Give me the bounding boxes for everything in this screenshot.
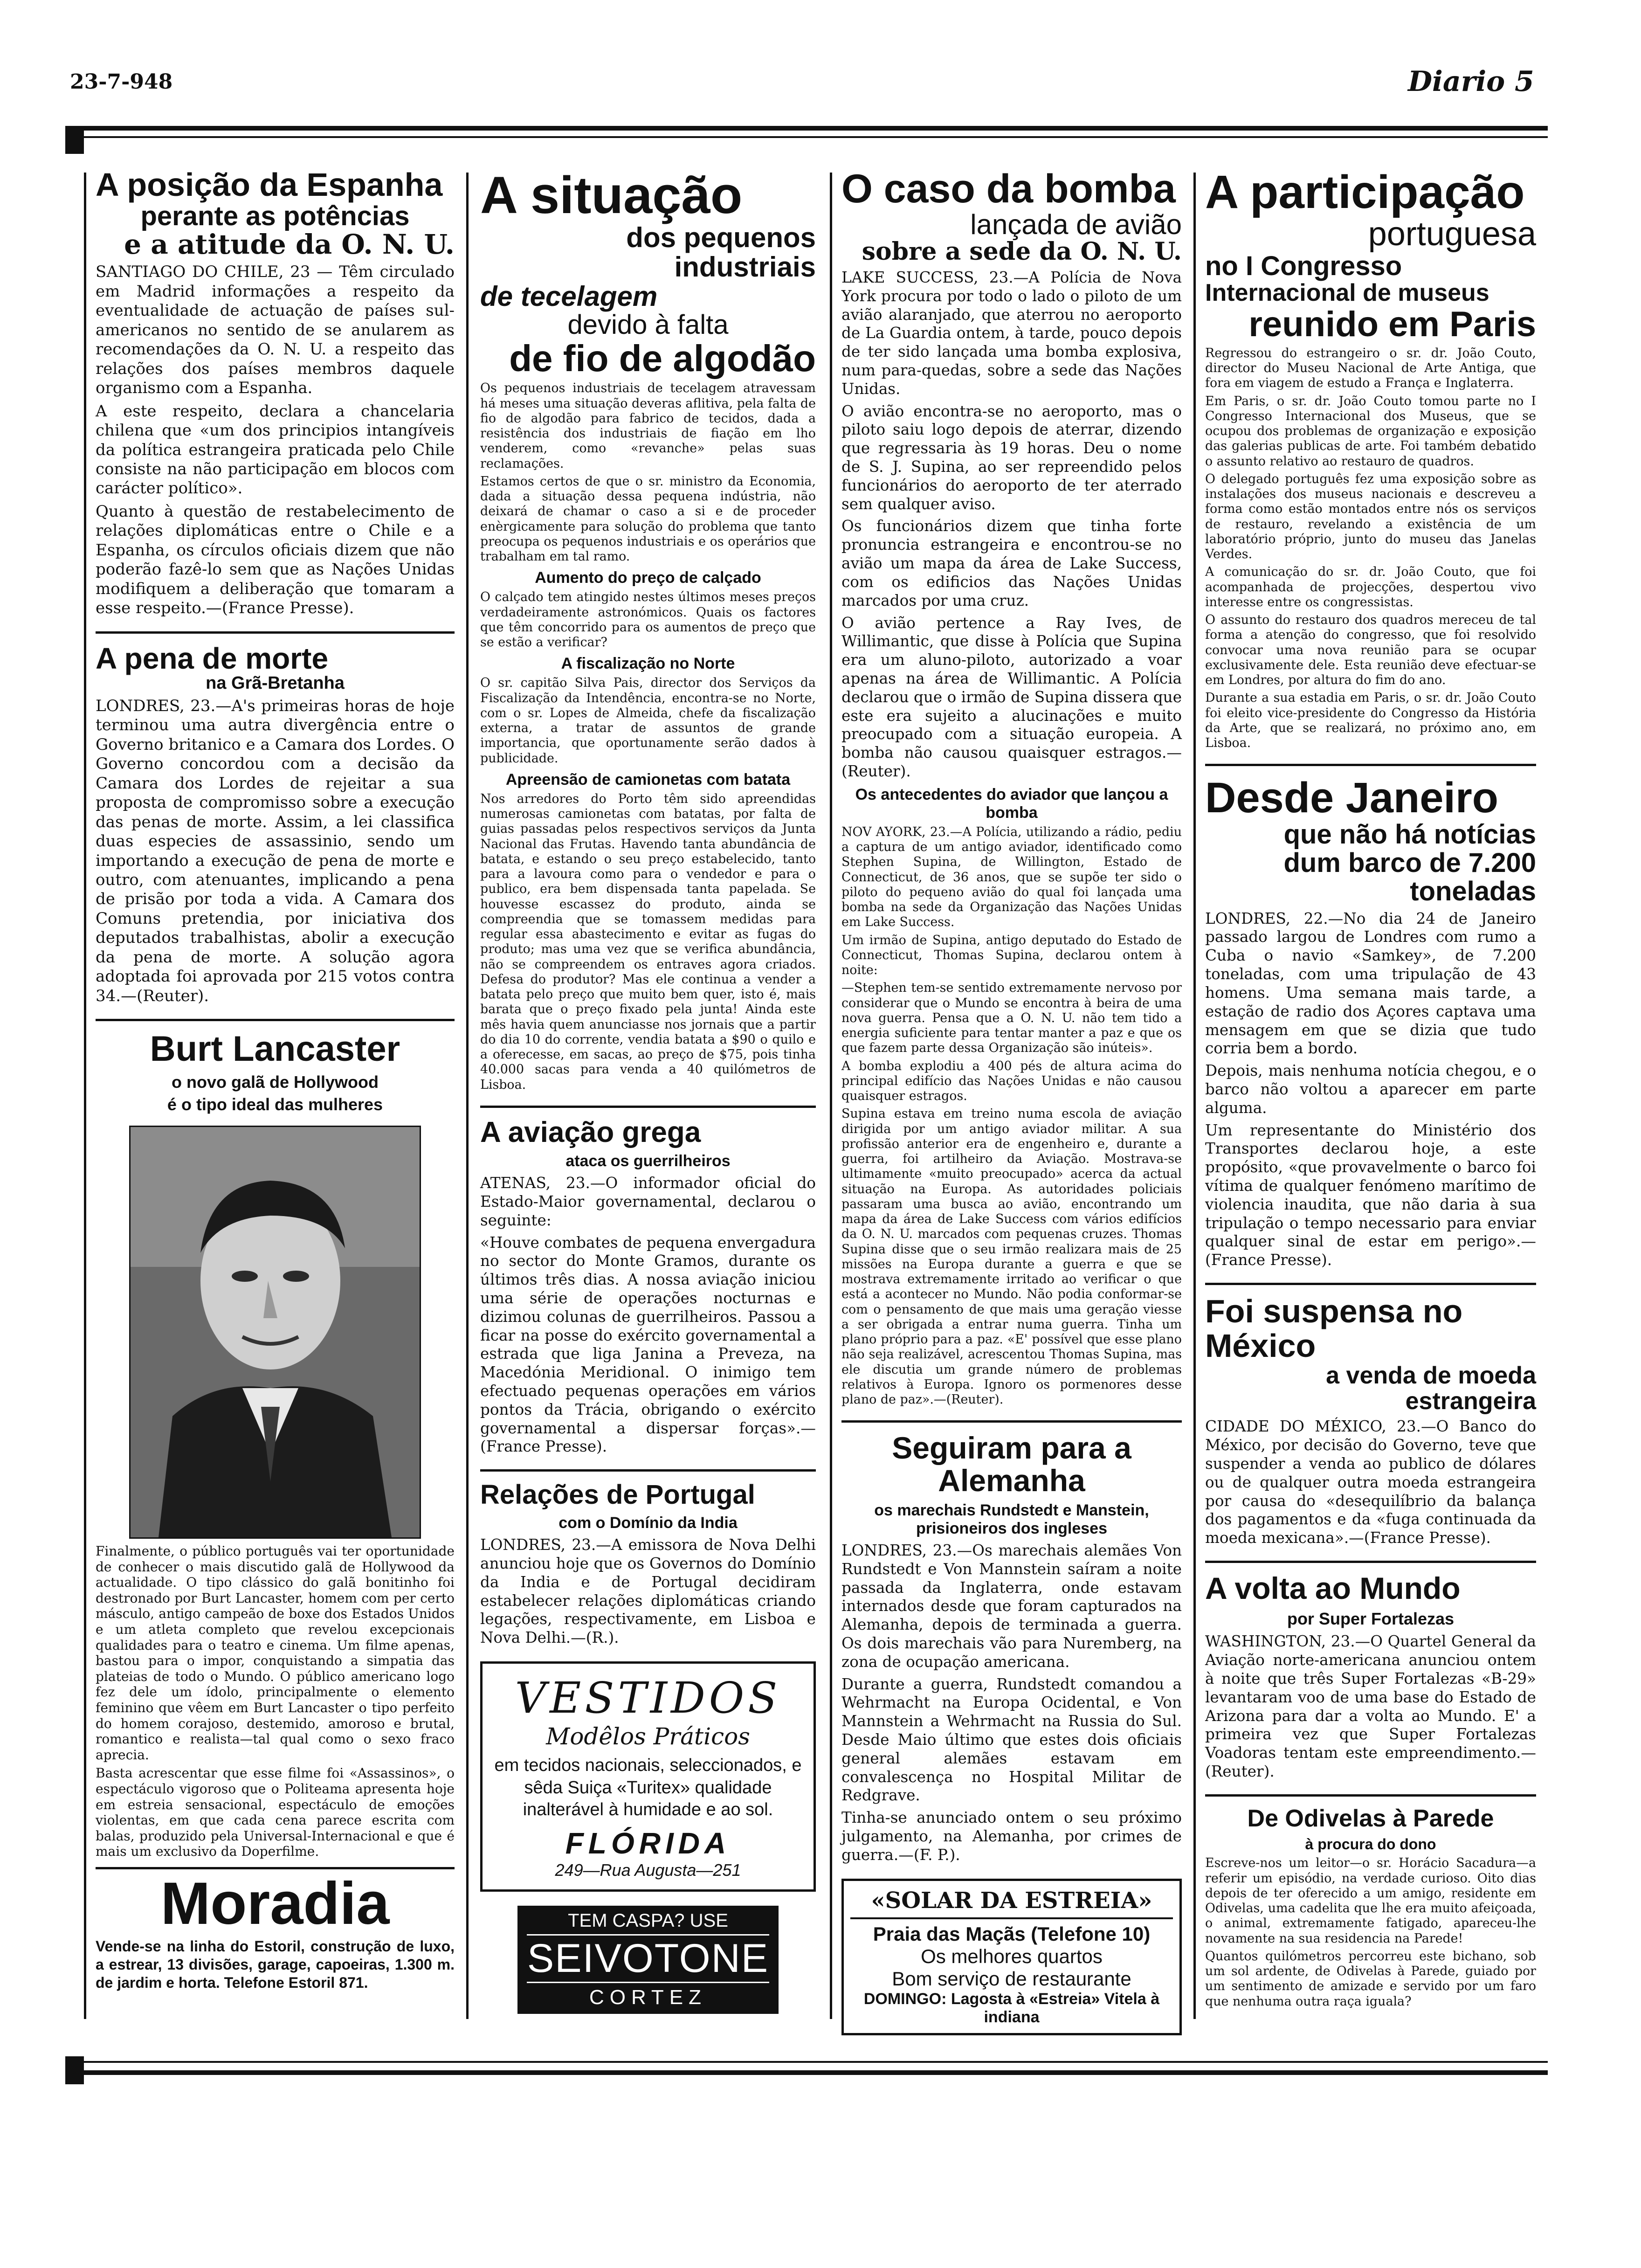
paragraph: LONDRES, 23.—A emissora de Nova Delhi anunciou hoje que os Governos do Domínio da India e de Portugal decidiram estabelecer relações diplomáticas criando legações, respectivamente, em Lisboa e Nova Delhi.—(R.).	[480, 1536, 821, 1647]
section-heading: Apreensão de camionetas com batata	[505, 770, 791, 788]
article-spain	[96, 166, 460, 618]
paragraph: LONDRES, 22.—No dia 24 de Janeiro passado largou de Londres com rumo a Cuba o navio «Samkey», de 7.200 toneladas, com uma tripulação de 43 homens. Uma semana mais tarde, a estação de radio dos Açores captava uma mensagem em que se dizia que tudo corria bem a bordo.	[1205, 909, 1541, 1058]
ad-seivotone	[517, 1906, 779, 2014]
headline: A pena de morte	[96, 641, 329, 675]
portrait-image	[131, 1127, 420, 1537]
article-volta-mundo	[1205, 1570, 1541, 1781]
column-2	[480, 166, 821, 2014]
paragraph: A comunicação do sr. dr. João Couto, que foi acompanhada de projecções, despertou vivo interesse entre os congressistas.	[1205, 565, 1536, 609]
paragraph: Supina estava em treino numa escola de aviação dirigida por um antigo aviador militar. A sua profissão anterior era de engenheiro e, durante a guerra, foi artilheiro da Aviação. Mostrava-se ultimamente «muito preocupado» acerca da actual situação na Europa. As autoridades policiais passaram uma busca ao avião, encontrando um mapa da área de Lake Success com vários edifícios da O. N. U. marcados com pequenas cruzes. Thomas Supina disse que o seu irmão realizara mais de 25 missões na Europa durante a guerra e que se mostrava extremamente irritado ao verificar o que está a acontecer no Mundo. Não podia conformar-se com o pensamento de que mais uma geração viesse a ser obrigada a entrar numa guerra. Tinha um plano próprio para a paz. «E' possível que esse plano não seja realizável, acrescentou Thomas Supina, mas ele discutia um grande número de problemas relativos à Europa. Ignoro os pormenores desse plano de paz».—(Reuter).	[841, 1106, 1182, 1407]
paragraph: A bomba explodiu a 400 pés de altura acima do principal edifício das Nações Unidas e não causou quaisquer estragos.	[841, 1058, 1182, 1104]
divider	[841, 1420, 1182, 1423]
bottom-rule	[70, 2070, 1548, 2075]
column-1	[96, 166, 460, 1992]
column-rule	[84, 173, 86, 2019]
paragraph: Durante a guerra, Rundstedt comandou a Wehrmacht na Europa Ocidental, e Von Mannstein a Wehrmacht na Russia do Sul. Desde Maio último que estes dois oficiais general alemães estavam em convalescença no Hospital Militar de Redgrave.	[841, 1675, 1187, 1805]
divider	[96, 1019, 455, 1021]
subheadline: Internacional de museus	[1205, 279, 1489, 307]
subheadline: por Super Fortalezas	[1287, 1609, 1455, 1629]
column-3	[841, 166, 1187, 2035]
divider	[1205, 1283, 1536, 1285]
paragraph: O avião encontra-se no aeroporto, mas o piloto saiu logo depois de aterrar, dizendo que regressaria às 19 horas. Deu o nome de S. J. Supina, ao ser repreendido pelos funcionários do aeroporto de ter aterrado sem qualquer aviso.	[841, 402, 1187, 513]
subheadline: de fio de algodão	[509, 338, 816, 380]
column-rule	[830, 173, 832, 2019]
paragraph: WASHINGTON, 23.—O Quartel General da Aviação norte-americana anunciou ontem à noite que três Super Fortalezas «B-29» levantaram voo de uma base do Estado de Arizona para dar a volta ao Mundo. E' a primeira vez que Super Fortalezas Voadoras tentam este empreendimento.—(Reuter).	[1205, 1632, 1541, 1780]
ad-vestidos	[480, 1661, 816, 1892]
paragraph: LONDRES, 23.—A's primeiras horas de hoje terminou uma autra divergência entre o Governo britanico e a Camara dos Lordes. O Governo concordou com a decisão da Camara dos Lordes de rejeitar a sua proposta de compromisso sobre a execução das penas de morte. Assim, a lei classifica duas especies de assassinio, sendo um importando a execução de pena de morte e outro, com atenuantes, implicando a pena de prisão por toda a vida. A Camara dos Comuns pretendia, por iniciativa dos deputados trabalhistas, abolir a execução da pena de morte. A solução agora adoptada foi aprovada por 215 votos contra 34.—(Reuter).	[96, 696, 460, 1005]
subheadline: de tecelagem	[480, 280, 658, 312]
paragraph: ATENAS, 23.—O informador oficial do Estado-Maior governamental, declarou o seguinte:	[480, 1174, 821, 1229]
ad-title: «SOLAR DA ESTREIA»	[850, 1888, 1173, 1919]
subheadline: os marechais Rundstedt e Manstein, prisioneiros dos ingleses	[874, 1501, 1149, 1537]
paragraph: O delegado português fez uma exposição sobre as instalações dos museus nacionais e descreveu a forma como estão montados entre nós os serviços de restauro, revelando a existência de um laboratório próprio, junto do museu das Janelas Verdes.	[1205, 471, 1536, 562]
paragraph: Regressou do estrangeiro o sr. dr. João Couto, director do Museu Nacional de Arte Antiga, que fora em viagem de estudo a França e Inglaterra.	[1205, 346, 1536, 391]
divider	[1205, 1561, 1536, 1563]
paragraph: —Stephen tem-se sentido extremamente nervoso por considerar que o Mundo se encontra à beira de uma nova guerra. Pensa que a O. N. U. não tem tido a energia suficiente para tentar manter a paz e que os que fazem parte dessa Organização são inúteis».	[841, 981, 1182, 1056]
article-burt-lancaster	[96, 1030, 455, 1860]
subheadline: a venda de moeda estrangeira	[1326, 1362, 1536, 1415]
ad-store: FLÓRIDA	[565, 1826, 731, 1860]
headline: Desde Janeiro	[1205, 774, 1498, 822]
subheadline: é o tipo ideal das mulheres	[167, 1095, 383, 1114]
paragraph: A este respeito, declara a chancelaria chilena que «um dos principios intangíveis da política estrangeira praticada pelo Chile consiste na não participação em blocos com carácter político».	[96, 401, 460, 498]
paragraph: Quantos quilómetros percorreu este bichano, sob um sol ardente, de Odivelas à Parede, guiado por um sentimento de amizade e servido por um faro que nenhuma outra raça iguala?	[1205, 1949, 1536, 2009]
edge-mark	[65, 2056, 84, 2084]
paragraph: Tinha-se anunciado ontem o seu próximo julgamento, na Alemanha, por crimes de guerra.—(F. P.).	[841, 1809, 1187, 1864]
paragraph: Escreve-nos um leitor—o sr. Horácio Sacadura—a referir um episódio, na verdade curioso. Oito dias depois de ter oferecido a um amigo, residente em Odivelas, uma cadelita que lhe era muito afeiçoada, o animal, extremamente fatigado, apareceu-lhe novamente na sua residencia na Parede!	[1205, 1856, 1536, 1946]
article-aviacao-grega	[480, 1116, 821, 1456]
subheadline: e a atitude da O. N. U.	[124, 228, 455, 261]
paragraph: CIDADE DO MÉXICO, 23.—O Banco do México, por decisão do Governo, teve que suspender a venda ao publico de dólares ou de qualquer outra moeda estrangeira por causa do «desequilíbrio da balança dos pagamentos e da «fuga continuada da moeda mexicana».—(France Presse).	[1205, 1418, 1541, 1547]
column-rule	[1193, 173, 1196, 2019]
ad-moradia	[96, 1870, 459, 1992]
subheadline: que não há notícias	[1283, 819, 1536, 850]
paragraph: O avião pertence a Ray Ives, de Willimantic, que disse à Polícia que Supina era um aluno-piloto, autorizado a voar apenas na área de Willimantic. A Polícia declarou que o irmão de Supina dissera que este era sujeito a alucinações e muito preocupado com a situação europeia. A bomba não causou quaisquer estragos.—(Reuter).	[841, 614, 1187, 781]
edge-mark	[65, 126, 84, 154]
divider	[480, 1106, 816, 1108]
ad-solar-estreia	[841, 1879, 1182, 2035]
paragraph: Quanto à questão de restabelecimento de relações diplomáticas entre o Chile e a Espanha, os círculos oficiais dizem que não poderão fazê-lo sem que as Nações Unidas modifiquem a deliberação que tomaram a esse respeito.—(France Presse).	[96, 502, 460, 618]
article-alemanha	[841, 1431, 1187, 1864]
paragraph: SANTIAGO DO CHILE, 23 — Têm circulado em Madrid informações a respeito da eventualidade de actuação de países sul-americanos no sentido de se anularem as recomendações da O. N. U. a respeito das relações dos países membros daquele organismo com a Espanha.	[96, 263, 460, 398]
headline: Relações de Portugal	[480, 1480, 755, 1510]
column-rule	[466, 173, 469, 2019]
section-heading: Os antecedentes do aviador que lançou a bomba	[855, 785, 1168, 822]
paragraph: Os funcionários dizem que tinha forte pronuncia estrangeira e encontrou-se no avião um mapa da área de Lake Success, com os edificios das Nações Unidas marcados por uma cruz.	[841, 517, 1187, 609]
headline: A situação	[480, 166, 743, 224]
article-mexico	[1205, 1293, 1541, 1548]
paragraph: NOV AYORK, 23.—A Polícia, utilizando a rádio, pediu a captura de um antigo aviador, identificado como Stephen Supina, de Willington, Estado de Connecticut, de 36 anos, que se supõe ter sido o piloto do pequeno avião do qual foi lançada uma bomba na sede da Organização das Nações Unidas em Lake Success.	[841, 824, 1182, 930]
headline: A aviação grega	[480, 1116, 701, 1148]
ad-title: Moradia	[160, 1870, 390, 1937]
divider	[1205, 1794, 1536, 1797]
article-odivelas	[1205, 1806, 1536, 2009]
masthead: Diario 5	[1408, 65, 1534, 98]
ad-text: Bom serviço de restaurante	[892, 1967, 1131, 1990]
article-participacao	[1205, 168, 1536, 751]
paragraph: Em Paris, o sr. dr. João Couto tomou parte no I Congresso Internacional dos Museus, que se ocupou dos problemas de organização e exposição das galerias publicas de arte. Foi também debatido o assunto relativo ao restauro de quadros.	[1205, 394, 1536, 469]
subheadline: com o Domínio da India	[558, 1514, 738, 1532]
divider	[96, 631, 455, 634]
section-heading: A fiscalização no Norte	[561, 655, 735, 673]
paragraph: O sr. capitão Silva Pais, director dos Serviços da Fiscalização da Intendência, encontra-se no Norte, com o sr. Lopes de Almeida, chefe da fiscalização externa, a tratar de assuntos de grande importancia, que oportunamente serão dados à publicidade.	[480, 676, 816, 766]
ad-title: VESTIDOS	[515, 1673, 781, 1723]
paragraph: Depois, mais nenhuma notícia chegou, e o barco não voltou a aparecer em parte alguma.	[1205, 1062, 1541, 1117]
ad-text: Praia das Maçãs (Telefone 10)	[873, 1922, 1151, 1945]
section-heading: Aumento do preço de calçado	[535, 569, 761, 587]
subheadline: dum barco de 7.200 toneladas	[1283, 847, 1536, 906]
article-relacoes	[480, 1480, 821, 1647]
article-bomba	[841, 166, 1187, 1407]
subheadline: portuguesa	[1368, 215, 1536, 253]
divider	[480, 1469, 816, 1472]
paragraph: O assunto do restauro dos quadros mereceu de tal forma a atenção do congresso, que foi resolvido convocar uma nova reunião para se ocupar exclusivamente dele. Esta reunião deve efectuar-se em Londres, por altura do fim do ano.	[1205, 613, 1536, 688]
article-janeiro	[1205, 774, 1541, 1270]
ad-title: SEIVOTONE	[527, 1934, 769, 1983]
headline: A volta ao Mundo	[1205, 1570, 1461, 1605]
headline: A posição da Espanha	[96, 166, 443, 203]
paragraph: Um irmão de Supina, antigo deputado do Estado de Connecticut, Thomas Supina, declarou ontem à noite:	[841, 933, 1182, 978]
subheadline: ataca os guerrilheiros	[565, 1152, 731, 1170]
divider	[96, 1867, 455, 1869]
subheadline: reunido em Paris	[1248, 304, 1536, 345]
subheadline: à procura do dono	[1305, 1836, 1436, 1853]
ad-brand: CORTEZ	[589, 1985, 707, 2009]
bottom-rule-thin	[70, 2061, 1548, 2063]
subheadline: o novo galã de Hollywood	[171, 1072, 379, 1092]
article-death-penalty	[96, 641, 460, 1006]
paragraph: LAKE SUCCESS, 23.—A Polícia de Nova York procura por todo o lado o piloto de um avião alaranjado, que aterrou no aeroporto de La Guardia ontem, à tarde, pouco depois de ter sido lançada uma bomba explosiva, num para-quedas, sobre a sede das Nações Unidas.	[841, 268, 1187, 398]
article-situacao	[480, 168, 816, 1093]
page-date: 23-7-948	[70, 70, 173, 94]
top-rule-thin	[70, 136, 1548, 138]
portrait-photo	[129, 1126, 421, 1539]
ad-text: TEM CASPA? USE	[568, 1910, 728, 1931]
paragraph: Basta acrescentar que esse filme foi «Assassinos», o espectáculo vigoroso que o Politeama apresenta hoje em estreia sensacional, espectáculo de emoções violentas, em que cada cena parece escrita com balas, produzido pela Universal-Internacional e que é mais um exclusivo da Doperfilme.	[96, 1765, 455, 1860]
top-rule	[70, 126, 1548, 131]
paragraph: LONDRES, 23.—Os marechais alemães Von Rundstedt e Von Mannstein saíram a noite passada da Inglaterra, onde estavam internados desde que foram capturados na Alemanha, depois de terminada a guerra. Os dois marechais vão para Nuremberg, na zona de ocupação americana.	[841, 1541, 1187, 1671]
paragraph: Um representante do Ministério dos Transportes declarou hoje, a este propósito, «que provavelmente o barco foi vítima de qualquer fenómeno marítimo de violencia inaudita, que não daria à sua tripulação o tempo necessario para enviar qualquer sinal de estar em perigo».—(France Presse).	[1205, 1121, 1541, 1269]
headline: O caso da bomba	[841, 166, 1176, 211]
subheadline: perante as potências	[140, 201, 410, 231]
ad-subtitle: Modêlos Práticos	[546, 1723, 750, 1750]
paragraph: Os pequenos industriais de tecelagem atravessam há meses uma situação deveras aflitiva, pela falta de fio de algodão para fabrico de tecidos, dada a resistência dos industriais de fiação em lho venderem, como «revanche» pelas suas reclamações.	[480, 381, 816, 471]
paragraph: O calçado tem atingido nestes últimos meses preços verdadeiramente astronómicos. Quais os factores que têm concorrido para os aumentos de preço que se estão a verificar?	[480, 590, 816, 650]
headline: Burt Lancaster	[150, 1029, 400, 1069]
paragraph: Finalmente, o público português vai ter oportunidade de conhecer o mais discutido galã de Hollywood da actualidade. O tipo clássico do galã bonitinho foi destronado por Burt Lancaster, homem com per certo másculo, antigo campeão de boxe dos Estados Unidos e um atleta completo que revelou excepcionais qualidades para o teatro e cinema. Um filme apenas, bastou para o impor, conquistando a simpatia das plateias de todo o Mundo. O público americano logo fez dele um ídolo, principalmente o elemento feminino que vêem em Burt Lancaster o tipo perfeito do homem corajoso, destemido, amoroso e brutal, romantico e realista—tal qual como o sexo fraco aprecia.	[96, 1543, 455, 1763]
column-4	[1205, 166, 1541, 2009]
ad-address: 249—Rua Augusta—251	[555, 1860, 741, 1880]
headline: Seguiram para a Alemanha	[892, 1431, 1131, 1498]
ad-text: Os melhores quartos	[921, 1945, 1103, 1967]
headline: Foi suspensa no México	[1205, 1293, 1463, 1364]
subheadline: dos pequenos industriais	[626, 221, 816, 283]
paragraph: Nos arredores do Porto têm sido apreendidas numerosas camionetas com batatas, por falta de guias passadas pelos respectivos serviços da Junta Nacional das Frutas. Havendo tanta abundância de batata, e estando o seu preço estabelecido, tanto para a lavoura como para o vendedor e para o publico, era bem dispensada tanta papelada. Se houvesse escassez do produto, ainda se compreendia que se tomassem medidas para regular essa abastecimento e evitar as fugas do produto; mas uma vez que se verifica abundância, não se compreendem os entraves agora criados. Defesa do produtor? Mas ele continua a vender a batata pelo preço que muito bem quer, isto é, mais barata que o preço fixado pela junta! Ainda este mês havia quem anunciasse nos jornais que a partir do dia 10 do corrente, vendia batata a $90 o quilo e a oferecesse, em sacas, ao preço de $75, pois tinha 40.000 sacas para venda a 40 quilómetros de Lisboa.	[480, 791, 816, 1092]
ad-text: Vende-se na linha do Estoril, construção de luxo, a estrear, 13 divisões, garage, capoeiras, 1.300 m. de jardim e horta. Telefone Estoril 871.	[96, 1937, 459, 1991]
subheadline: lançada de avião	[970, 209, 1182, 241]
divider	[1205, 764, 1536, 766]
subheadline: sobre a sede da O. N. U.	[862, 237, 1182, 266]
headline: De Odivelas à Parede	[1247, 1805, 1494, 1832]
ad-text: em tecidos nacionais, seleccionados, e sêda Suiça «Turitex» qualidade inalterável à humidade e ao sol.	[494, 1756, 802, 1820]
paragraph: «Houve combates de pequena envergadura no sector do Monte Gramos, durante os últimos três dias. A nossa aviação iniciou uma série de operações nocturnas e dizimou colunas de guerrilheiros. Passou a ficar na posse do exército governamental a estrada que liga Janina a Preveza, na Macedónia Meridional. O inimigo tem efectuado pequenas operações em vários pontos da Trácia, obrigando o exército governamental a dispersar forças».—(France Presse).	[480, 1233, 821, 1456]
paragraph: Durante a sua estadia em Paris, o sr. dr. João Couto foi eleito vice-presidente do Congresso da História da Arte, que se realizará, no próximo ano, em Lisboa.	[1205, 691, 1536, 751]
subheadline: devido à falta	[567, 309, 729, 340]
paragraph: Estamos certos de que o sr. ministro da Economia, dada a situação dessa pequena indústria, não deixará de chamar o caso a si e de proceder enèrgicamente para solução do problema que tanto preocupa os pequenos industriais e os operários que trabalham em tal ramo.	[480, 474, 816, 564]
ad-text: DOMINGO: Lagosta à «Estreia» Vitela à indiana	[863, 1990, 1160, 2026]
subheadline: no I Congresso	[1205, 250, 1402, 281]
subheadline: na Grã-Bretanha	[206, 673, 345, 693]
headline: A participação	[1205, 166, 1525, 218]
